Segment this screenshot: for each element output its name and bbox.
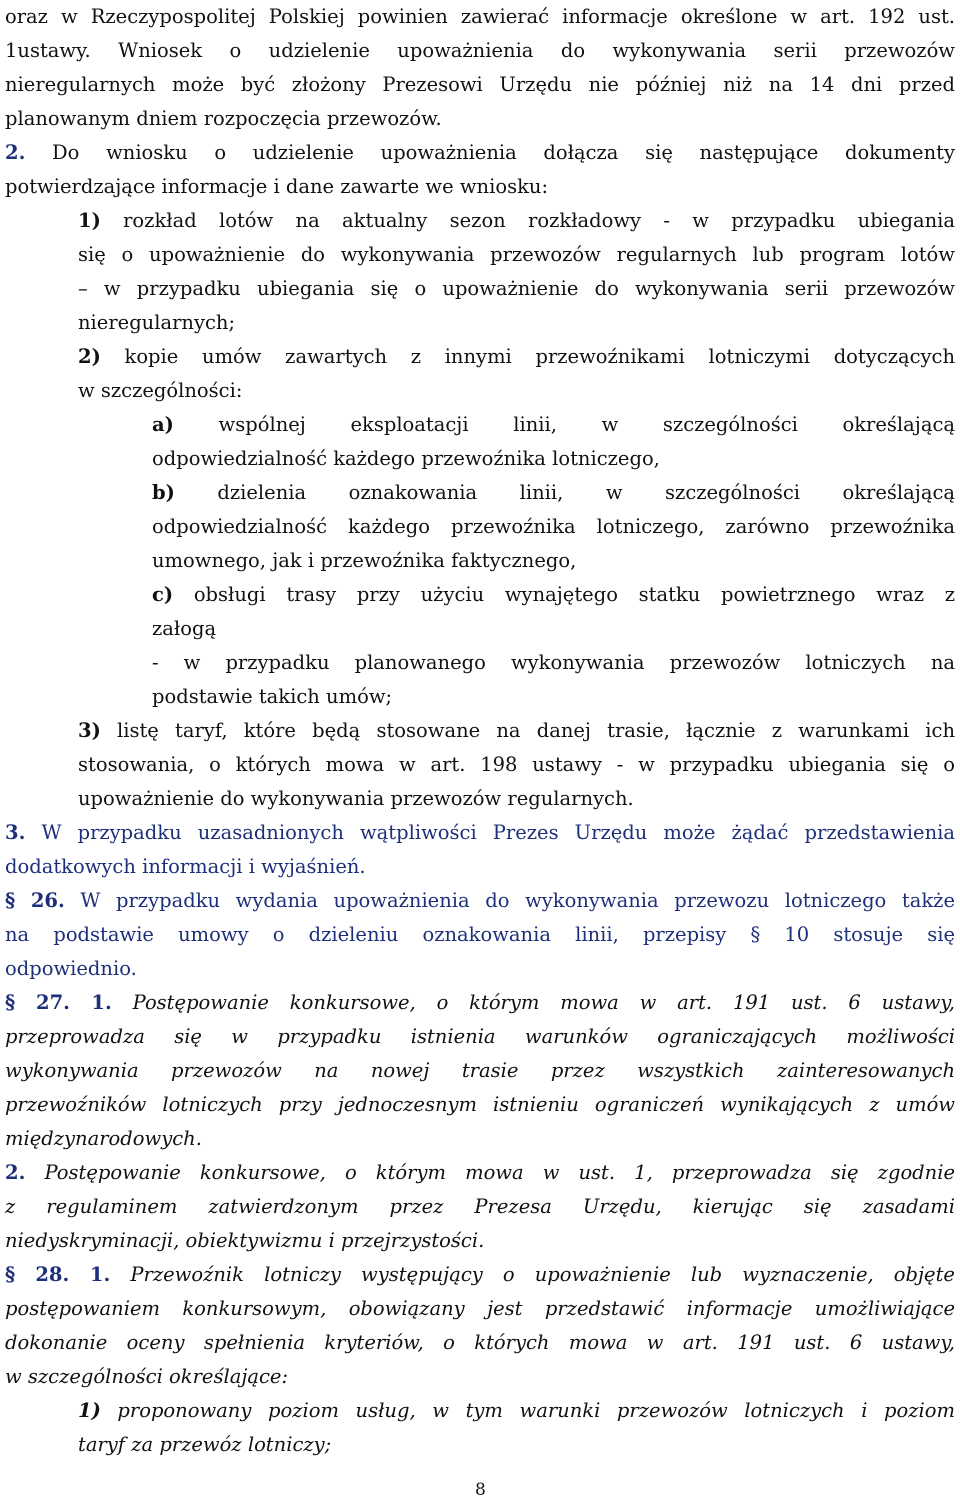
- text-line: 2. Do wniosku o udzielenie upoważnienia dołącza się następujące dokumenty: [5, 141, 955, 164]
- text-line: b) dzielenia oznakowania linii, w szczególności określającą: [152, 481, 955, 504]
- section-symbol: §: [5, 1263, 16, 1286]
- text-line: postępowaniem konkursowym, obowiązany jest przedstawić informacje umożliwiające: [5, 1297, 955, 1320]
- text-line: – w przypadku ubiegania się o upoważnienie do wykonywania serii przewozów: [78, 277, 955, 300]
- text-line: § 26. W przypadku wydania upoważnienia do wykonywania przewozu lotniczego także: [5, 889, 955, 912]
- text-line: - w przypadku planowanego wykonywania przewozów lotniczych na: [152, 651, 955, 674]
- text-line: niedyskryminacji, obiektywizmu i przejrzystości.: [5, 1229, 485, 1252]
- section-symbol: §: [750, 923, 761, 946]
- section-symbol: §: [5, 991, 16, 1014]
- text-line: 2. Postępowanie konkursowe, o którym mowa w ust. 1, przeprowadza się zgodnie: [5, 1161, 955, 1184]
- page-number: 8: [475, 1480, 486, 1500]
- text-line: 2) kopie umów zawartych z innymi przewoźnikami lotniczymi dotyczących: [78, 345, 956, 368]
- paragraph-number: 2.: [5, 141, 26, 164]
- text-line: się o upoważnienie do wykonywania przewozów regularnych lub program lotów: [78, 243, 955, 266]
- text-line: w szczególności:: [78, 379, 243, 402]
- text-line: przewoźników lotniczych przy jednoczesnym istnieniu ograniczeń wynikających z umów: [5, 1093, 955, 1116]
- text-line: c) obsługi trasy przy użyciu wynajętego statku powietrznego wraz z: [152, 583, 956, 606]
- text-line: 1) rozkład lotów na aktualny sezon rozkładowy - w przypadku ubiegania: [78, 209, 955, 232]
- point-number: 2): [78, 345, 101, 368]
- text-line: 1ustawy. Wniosek o udzielenie upoważnienia do wykonywania serii przewozów: [5, 39, 955, 62]
- text-line: załogą: [152, 617, 217, 640]
- text-line: przeprowadza się w przypadku istnienia warunków ograniczających możliwości: [5, 1025, 955, 1048]
- text-line: dokonanie oceny spełnienia kryteriów, o których mowa w art. 191 ust. 6 ustawy,: [5, 1331, 955, 1354]
- text-line: stosowania, o których mowa w art. 198 ustawy - w przypadku ubiegania się o: [78, 753, 955, 776]
- section-number: 28. 1.: [35, 1263, 111, 1286]
- text-line: a) wspólnej eksploatacji linii, w szczególności określającą: [152, 413, 956, 436]
- text-line: odpowiedzialność każdego przewoźnika lotniczego, zarówno przewoźnika: [152, 515, 955, 538]
- letter-number: b): [152, 481, 175, 504]
- text-line: planowanym dniem rozpoczęcia przewozów.: [5, 107, 442, 130]
- text-line: umownego, jak i przewoźnika faktycznego,: [152, 549, 577, 572]
- paragraph-number: 2.: [5, 1161, 26, 1184]
- text-line: odpowiedzialność każdego przewoźnika lotniczego,: [152, 447, 660, 470]
- text-line: potwierdzające informacje i dane zawarte we wniosku:: [5, 175, 549, 198]
- text-line: w szczególności określające:: [5, 1365, 289, 1388]
- text-line: 3. W przypadku uzasadnionych wątpliwości Prezes Urzędu może żądać przedstawienia: [5, 821, 955, 844]
- text-line: oraz w Rzeczypospolitej Polskiej powinien zawierać informacje określone w art. 192 ust.: [5, 5, 955, 28]
- text-line: na podstawie umowy o dzieleniu oznakowania linii, przepisy § 10 stosuje się: [5, 923, 955, 946]
- point-number: 3): [78, 719, 101, 742]
- text-line: międzynarodowych.: [5, 1127, 202, 1150]
- letter-number: c): [152, 583, 174, 606]
- section-symbol: §: [5, 889, 16, 912]
- text-line: dodatkowych informacji i wyjaśnień.: [5, 855, 366, 878]
- text-line: 1) proponowany poziom usług, w tym warunki przewozów lotniczych i poziom: [78, 1399, 955, 1422]
- section-number: 26.: [30, 889, 65, 912]
- text-line: upoważnienie do wykonywania przewozów regularnych.: [78, 787, 634, 810]
- text-line: odpowiednio.: [5, 957, 137, 980]
- text-line: wykonywania przewozów na nowej trasie przez wszystkich zainteresowanych: [5, 1059, 955, 1082]
- text-line: nieregularnych może być złożony Prezesowi Urzędu nie później niż na 14 dni przed: [5, 73, 955, 96]
- letter-number: a): [152, 413, 174, 436]
- point-number: 1): [78, 1399, 101, 1422]
- text-line: nieregularnych;: [78, 311, 236, 334]
- text-line: z regulaminem zatwierdzonym przez Prezesa Urzędu, kierując się zasadami: [5, 1195, 955, 1218]
- text-line: § 28. 1. Przewoźnik lotniczy występujący o upoważnienie lub wyznaczenie, objęte: [5, 1263, 955, 1286]
- text-line: podstawie takich umów;: [152, 685, 393, 708]
- paragraph-number: 3.: [5, 821, 26, 844]
- section-number: 27. 1.: [36, 991, 112, 1014]
- text-line: 3) listę taryf, które będą stosowane na danej trasie, łącznie z warunkami ich: [78, 719, 956, 742]
- text-line: § 27. 1. Postępowanie konkursowe, o którym mowa w art. 191 ust. 6 ustawy,: [5, 991, 956, 1014]
- text-line: taryf za przewóz lotniczy;: [78, 1433, 332, 1456]
- point-number: 1): [78, 209, 101, 232]
